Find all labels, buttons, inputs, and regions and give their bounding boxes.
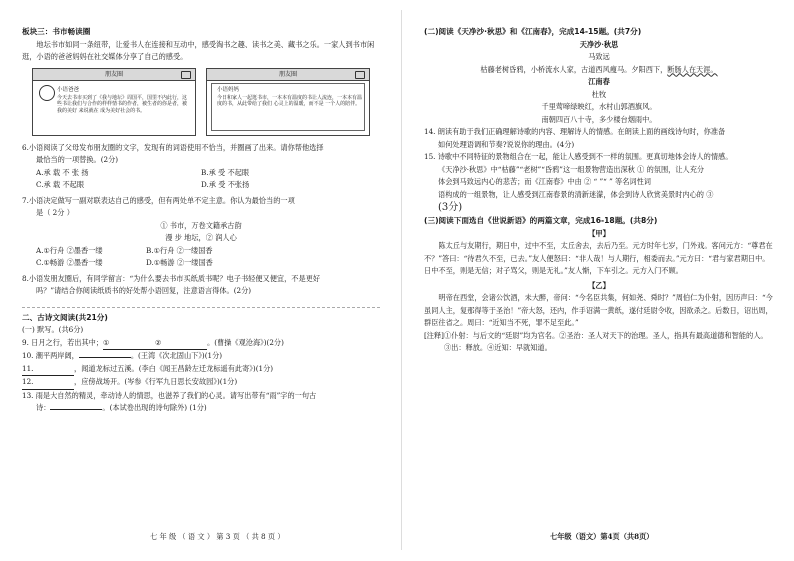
option-a: A.①行舟 ②墨香一缕 [36,245,103,255]
camera-icon [181,71,191,79]
page-footer-right: 七年级（语文）第4页（共8页） [550,532,654,541]
part-2-heading: 二、古诗文阅读(共21分) [22,312,108,322]
card-title: 朋友圈 [104,70,123,78]
question-15-cont-1: 《天净沙·秋思》中“枯藤”“老树”“昏鸦”这一组景物营造出深秋 ① 的氛围，让人充分 [438,164,705,174]
section-heading: 板块三：书市畅读圈 [22,27,91,36]
question-12: 12. ，应傍战场开。(岑参《行军九日思长安故园》)(1分) [22,376,380,390]
moments-cards [32,68,380,136]
poem-2-line-2: 南朝四百八十寺，多少楼台烟雨中。 [541,114,657,124]
question-15-cont-2: 体会到马致远内心的悲苦；而《江南春》中由 ② “ ”“ ” 等名词性词 [438,177,651,186]
poem-2-title: 江南春 [588,77,610,86]
recitation-heading: (一) 默写。(共6分) [22,325,84,334]
question-7: 7.小语决定做写一副对联表达自己的感受，但有两处单不定主意。你认为最恰当的一项 [22,195,295,205]
card-post: 今日和家人一起逛书市，一本本有温度的书让人流连，一本本有温度的书，从此带给了我们 心灵上的温暖，而不是 一个人的陪伴。 [217,94,363,108]
question-13: 13. 雨是大自然的精灵，牵动诗人的情思，也滋养了我们的心灵。请写出带有“雨”字的一句古 [22,390,317,400]
passage-a-label: 【甲】 [588,228,610,238]
question-15-cont-3: 语构成的一组景物，让人感受到江南春景的清新迷濛，体会到诗人欣赏美景时内心的 ③ [438,189,714,199]
question-9: 9. 日月之行，若出其中；① ② 。(曹操《观沧海》)(2分) [22,337,380,351]
page-3 [22,26,380,415]
card-post: 今天去书市买到了《我与地坛》周国平，国里不内此行，这些书让我们与合作的样样情书的作者，被生者的你是者，被我的美好 来说就在 成为美好社会的书。 [57,94,188,115]
card-title: 朋友圈 [278,70,297,78]
question-13-cont: 诗： 。(本试卷出现的诗句除外) (1分) [36,403,207,412]
camera-icon [355,71,365,79]
card-user: 小语爸爸 [57,86,80,93]
passage-a-text: 陈太丘与友期行，期日中，过中不至，太丘舍去，去后乃至。元方时年七岁，门外戏。客问元方：“尊君在不？”答曰：“待君久不至，已去。”友人便怒曰：“非人哉！与人期行，相委而去。”元方曰：“君与家君期日中。日中不至，则是无信；对子骂父，则是无礼。”友人惭，下车引之。元方入门不顾。 [424,241,773,275]
intro-paragraph: 地坛书市如同一条纽带，让爱书人在连接和互动中，感受淘书之趣、读书之美、藏书之乐。一家人到书市闲逛，小语的爸爸妈妈在社交媒体分享了自己的感受。 [22,39,375,61]
poem-1-text: 枯藤老树昏鸦，小桥流水人家，古道西风瘦马。夕阳西下，断肠人在天涯。 [480,64,718,74]
question-15-score: (3分) [438,202,463,213]
option-c: C.承 载 不起眼 [36,180,85,189]
passage-b-text: 明帝在西堂，会诸公饮酒，未大醉，帝问：“今名臣共集，何如尧、舜时？”周伯仁为仆射，因历声曰：“今虽同人主，复那得等于圣治！”帝大怒，还内，作手诏满一黄纸，遂付廷尉令收，因欲杀之。后数日，诏出周，群臣往省之。周曰：“近知当不死，罪不足至此。” [424,293,773,327]
card-user: 小语妈妈 [217,86,240,93]
question-15: 15. 诗歌中不同特征的景物组合在一起，能让人感受到不一样的氛围。更真切地体会诗人的情感。 [424,152,733,161]
poem-2-author: 杜牧 [591,89,607,99]
moments-card-1 [32,68,196,136]
question-6: 6.小语阅读了父母发布朋友圈的文字，发现有的词语使用不恰当，并圈画了出来。请你帮他选择 [22,142,324,152]
poem-2-line-1: 千里莺啼绿映红，水村山郭酒旗风。 [541,102,657,111]
section-heading: (二)阅读《天净沙·秋思》和《江南春》，完成14-15题。(共7分) [424,27,642,36]
poem-1-author: 马致远 [588,52,610,61]
avatar [39,85,55,101]
option-c: C.①畅游 ②墨香一缕 [36,258,103,267]
couplet-line-2: 漫 步 地坛，② 润人心 [165,233,237,242]
part-3-heading: (三)阅读下面选自《世说新语》的两篇文章，完成16-18题。(共8分) [424,216,658,225]
annotation: [注释] ①仆射：与后文的“廷尉”均为官名。②圣治：圣人对天下的治理。圣人，指具有最高道德和智能的人。③出：释放。④近知：早就知道。 [424,330,768,352]
page-4 [424,26,774,355]
page-divider [401,10,402,550]
couplet-line-1: ① 书市，万卷文籍承古韵 [160,220,242,230]
question-6-cont: 最恰当的一项替换。(2分) [36,155,119,164]
moments-card-2 [206,68,370,136]
page-footer-left: 七 年 级 （ 语 文 ） 第 3 页 （ 共 8 页 ） [150,532,285,541]
option-b: B.①行舟 ②一缕国香 [146,245,213,255]
question-14: 14. 朗读有助于我们正确理解诗歌的内容、理解诗人的情感。在朗读上面的画线诗句时，你准备 [424,127,726,136]
question-8: 8.小语发朋友圈后，有同学留言：“为什么要去书市买纸质书呢？电子书轻便又便宜，不是更好 [22,273,321,283]
question-14-cont: 如何处理语调和节奏?说说你的理由。(4分) [438,139,575,149]
option-d: D.①畅游 ②一缕国香 [146,258,213,267]
question-11: 11. ，闻道龙标过五溪。(李白《闻王昌龄左迁龙标遥有此寄》)(1分) [22,363,380,377]
option-a: A.承 载 不 张 扬 [36,167,89,177]
passage-b-label: 【乙】 [588,280,610,290]
option-d: D.承 受 不张扬 [201,180,250,189]
option-b: B.承 受 不起眼 [201,167,250,177]
question-7-cont: 是（ 2分 ） [36,208,74,217]
question-10: 10. 潮平两岸阔， 。(王湾《次北固山下》)(1分) [22,351,223,360]
poem-1-title: 天净沙·秋思 [579,39,619,49]
question-8-cont: 吗？”请结合你阅读纸质书的好处帮小语回复，注意语言得体。(2分) [36,286,252,295]
